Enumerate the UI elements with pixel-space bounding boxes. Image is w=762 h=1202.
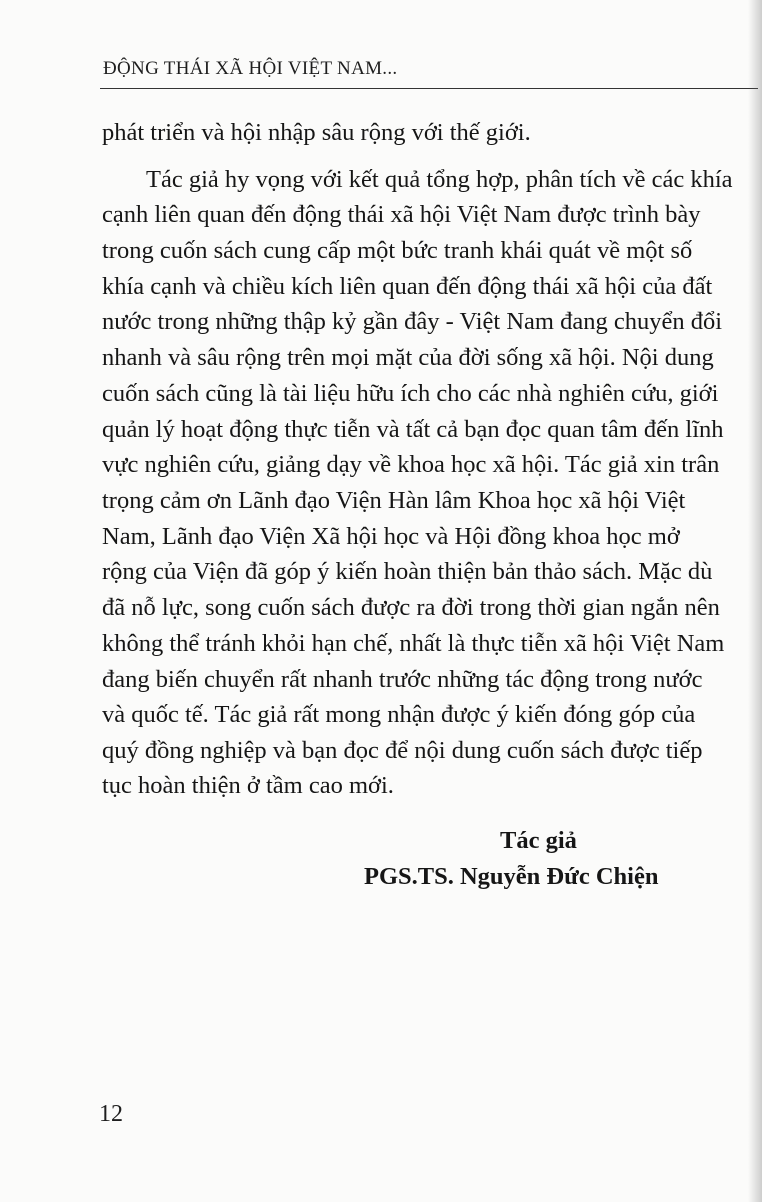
text-line-16: đang biến chuyển rất nhanh trước những tác động trong nước (102, 666, 703, 693)
page-edge-shadow (748, 0, 762, 1202)
text-line-15: không thể tránh khỏi hạn chế, nhất là thực tiễn xã hội Việt Nam (102, 630, 725, 657)
header-rule (100, 88, 758, 89)
text-line-5: khía cạnh và chiều kích liên quan đến động thái xã hội của đất (102, 273, 713, 300)
text-line-17: và quốc tế. Tác giả rất mong nhận được ý kiến đóng góp của (102, 701, 696, 728)
text-line-9: quản lý hoạt động thực tiễn và tất cả bạn đọc quan tâm đến lĩnh (102, 416, 724, 443)
text-line-1: phát triển và hội nhập sâu rộng với thế giới. (102, 119, 531, 146)
text-line-6: nước trong những thập kỷ gần đây - Việt Nam đang chuyển đổi (102, 308, 723, 335)
text-line-10: vực nghiên cứu, giảng dạy về khoa học xã hội. Tác giả xin trân (102, 451, 720, 478)
text-line-13: rộng của Viện đã góp ý kiến hoàn thiện bản thảo sách. Mặc dù (102, 558, 713, 585)
text-line-18: quý đồng nghiệp và bạn đọc để nội dung cuốn sách được tiếp (102, 737, 703, 764)
signature-role: Tác giả (500, 827, 577, 854)
text-line-3: cạnh liên quan đến động thái xã hội Việt Nam được trình bày (102, 201, 701, 228)
text-line-7: nhanh và sâu rộng trên mọi mặt của đời sống xã hội. Nội dung (102, 344, 714, 371)
text-line-4: trong cuốn sách cung cấp một bức tranh khái quát về một số (102, 237, 693, 264)
text-line-19: tục hoàn thiện ở tầm cao mới. (102, 772, 394, 799)
signature-name: PGS.TS. Nguyễn Đức Chiện (364, 863, 659, 890)
running-head: ĐỘNG THÁI XÃ HỘI VIỆT NAM... (103, 58, 398, 79)
text-line-2: Tác giả hy vọng với kết quả tổng hợp, phân tích về các khía (146, 166, 733, 193)
page-number: 12 (99, 1101, 123, 1127)
text-line-8: cuốn sách cũng là tài liệu hữu ích cho các nhà nghiên cứu, giới (102, 380, 719, 407)
text-line-12: Nam, Lãnh đạo Viện Xã hội học và Hội đồng khoa học mở (102, 523, 680, 550)
text-line-14: đã nỗ lực, song cuốn sách được ra đời trong thời gian ngắn nên (102, 594, 720, 621)
text-line-11: trọng cảm ơn Lãnh đạo Viện Hàn lâm Khoa học xã hội Việt (102, 487, 686, 514)
